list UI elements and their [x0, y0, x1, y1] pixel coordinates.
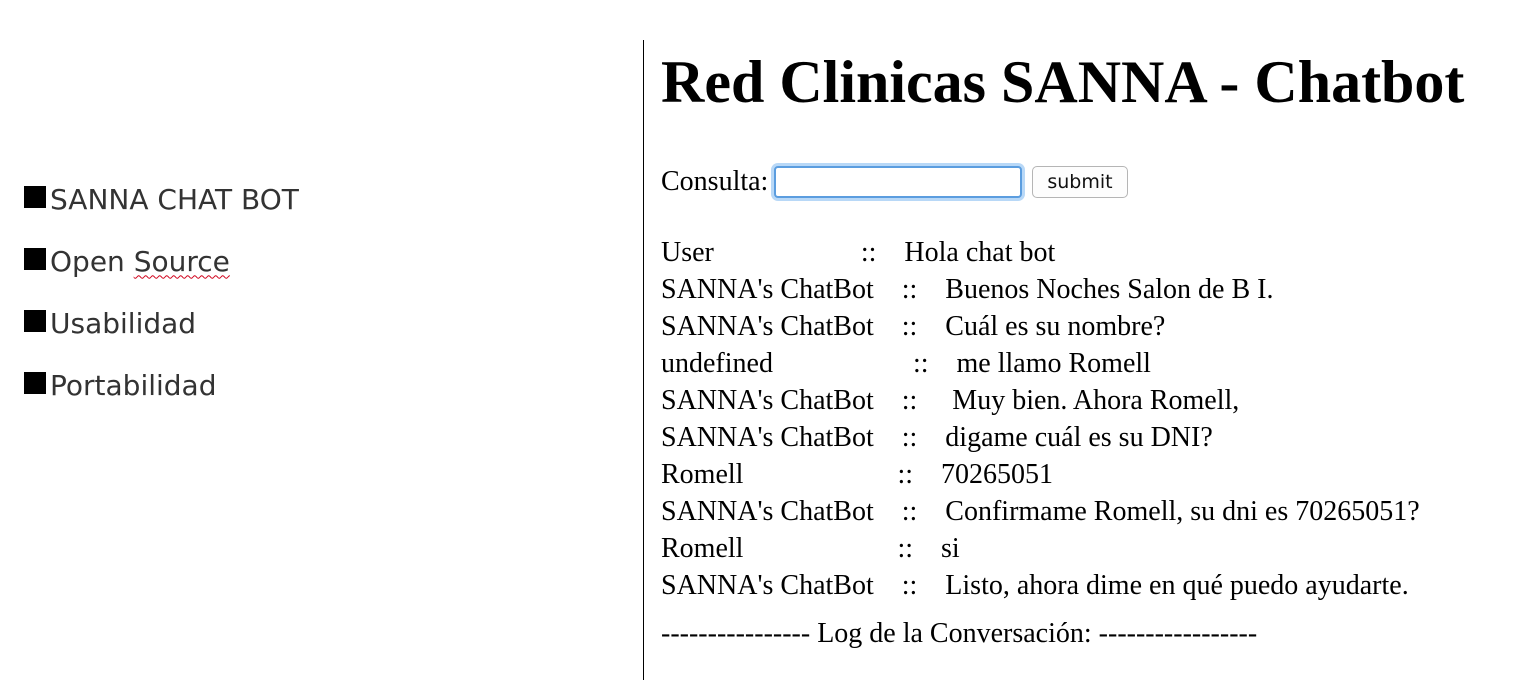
query-form [661, 162, 1526, 202]
chat-message: SANNA's ChatBot :: Buenos Noches Salon de B I. [661, 274, 1274, 305]
bullet-item [24, 364, 299, 406]
square-bullet-icon [24, 310, 46, 332]
chat-message: SANNA's ChatBot :: Cuál es su nombre? [661, 311, 1166, 342]
chat-message: Romell :: si [661, 533, 960, 564]
chat-message: SANNA's ChatBot :: Listo, ahora dime en qué puedo ayudarte. [661, 570, 1409, 601]
chat-message: undefined :: me llamo Romell [661, 348, 1151, 379]
bullet-label: Usabilidad [50, 306, 197, 340]
divider-line [643, 40, 644, 680]
bullet-item [24, 240, 299, 282]
square-bullet-icon [24, 248, 46, 270]
bullet-label: Portabilidad [50, 368, 217, 402]
chatbot-page [661, 40, 1526, 650]
chat-message: SANNA's ChatBot :: Confirmame Romell, su dni es 70265051? [661, 496, 1420, 527]
page-title: Red Clinicas SANNA - Chatbot [661, 49, 1465, 115]
query-label: Consulta: [661, 166, 769, 197]
chat-message: Romell :: 70265051 [661, 459, 1053, 490]
bullet-label: SANNA CHAT BOT [50, 182, 299, 216]
bullet-item [24, 178, 299, 220]
square-bullet-icon [24, 372, 46, 394]
bullet-item [24, 302, 299, 344]
square-bullet-icon [24, 186, 46, 208]
chat-message: SANNA's ChatBot :: Muy bien. Ahora Romell, [661, 385, 1240, 416]
conversation-log-title: ---------------- Log de la Conversación: ----------------- [661, 618, 1258, 649]
chat-transcript [661, 234, 1526, 604]
bullet-label-misspelled[interactable]: Source [133, 244, 230, 278]
query-input[interactable] [774, 166, 1022, 198]
chat-message: SANNA's ChatBot :: digame cuál es su DNI? [661, 422, 1213, 453]
submit-button[interactable]: submit [1032, 166, 1127, 198]
slide-bullet-list [24, 178, 299, 426]
bullet-label: Open [50, 244, 134, 278]
chat-message: User :: Hola chat bot [661, 237, 1056, 268]
